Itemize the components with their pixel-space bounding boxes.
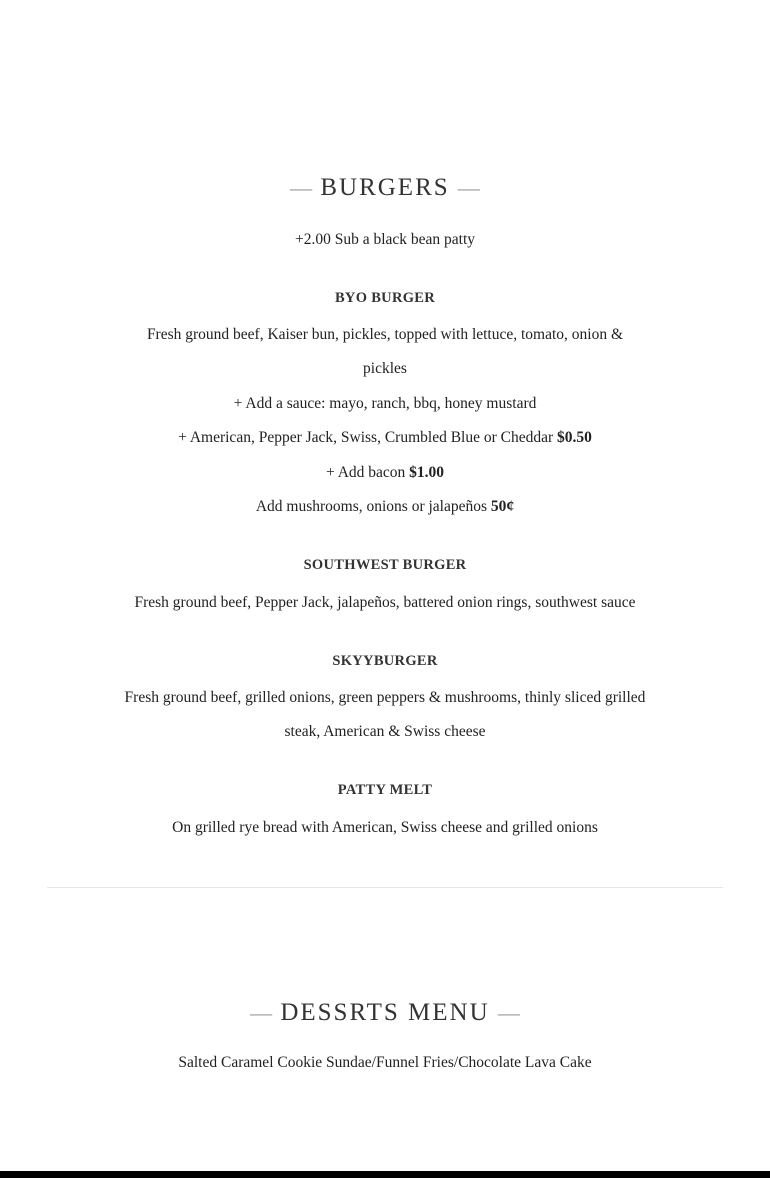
desserts-title-text: DESSRTS MENU [280,999,490,1026]
item-title-skyyburger: SKYYBURGER [332,653,438,669]
burgers-section-title [0,174,770,202]
byo-addon-veg-price: 50¢ [490,498,515,515]
title-dash-left: — [290,175,313,200]
southwest-description: Fresh ground beef, Pepper Jack, jalapeños, battered onion rings, southwest sauce [134,594,636,611]
byo-description-line2: pickles [363,360,407,377]
item-title-byo-burger: BYO BURGER [334,290,436,306]
burgers-title-text: BURGERS [320,174,450,201]
bottom-bar [0,1171,770,1178]
byo-addon-bacon-text: + Add bacon [325,464,406,481]
title-dash-right: — [457,175,480,200]
item-title-patty-melt: PATTY MELT [337,782,433,798]
title-dash-right: — [497,1000,520,1025]
byo-addon-cheese-price: $0.50 [557,429,592,446]
byo-addon-veg [0,498,770,516]
desserts-section-title [0,999,770,1027]
desserts-items: Salted Caramel Cookie Sundae/Funnel Fries/Chocolate Lava Cake [178,1054,592,1071]
byo-addon-bacon-price: $1.00 [409,464,445,481]
title-dash-left: — [250,1000,273,1025]
patty-melt-description: On grilled rye bread with American, Swiss cheese and grilled onions [172,819,598,836]
section-divider [47,887,723,888]
byo-addon-bacon [0,464,770,482]
item-title-southwest-burger: SOUTHWEST BURGER [303,557,467,573]
skyyburger-description-line2: steak, American & Swiss cheese [284,723,486,740]
byo-description-line1: Fresh ground beef, Kaiser bun, pickles, topped with lettuce, tomato, onion & [146,326,624,343]
byo-addon-veg-text: Add mushrooms, onions or jalapeños [255,498,488,515]
black-bean-note: +2.00 Sub a black bean patty [294,231,476,248]
byo-addon-sauce: + Add a sauce: mayo, ranch, bbq, honey mustard [233,395,537,412]
byo-addon-cheese-text: + American, Pepper Jack, Swiss, Crumbled Blue or Cheddar [178,429,554,446]
skyyburger-description-line1: Fresh ground beef, grilled onions, green peppers & mushrooms, thinly sliced grilled [124,689,646,706]
byo-addon-cheese [0,429,770,447]
